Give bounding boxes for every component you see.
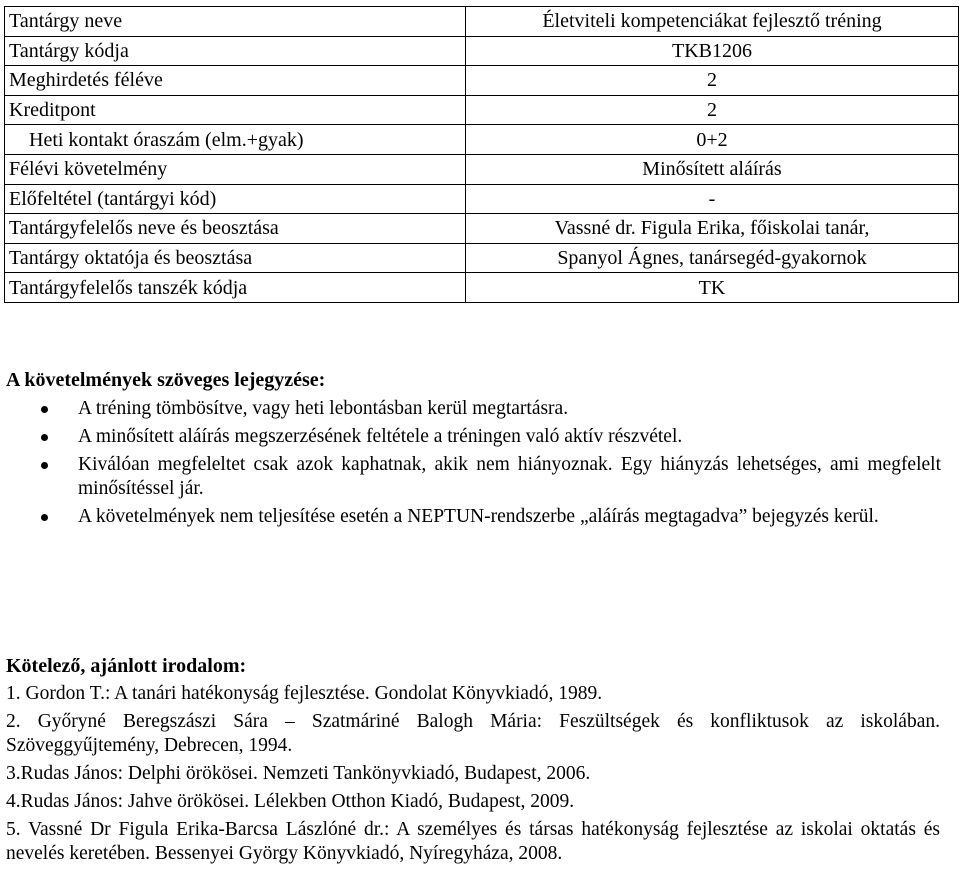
bullet-icon	[41, 462, 48, 469]
requirements-list	[6, 397, 941, 529]
row-value: Vassné dr. Figula Erika, főiskolai tanár,	[466, 214, 959, 244]
table-row	[5, 214, 959, 244]
row-label: Tantárgy oktatója és beosztása	[5, 243, 466, 273]
literature-section	[6, 654, 940, 870]
row-value: Életviteli kompetenciákat fejlesztő tréning	[466, 7, 959, 37]
row-label: Heti kontakt óraszám (elm.+gyak)	[5, 125, 466, 155]
bullet-icon	[41, 406, 48, 413]
table-row	[5, 66, 959, 96]
row-value: TK	[466, 273, 959, 303]
table-row	[5, 154, 959, 184]
table-row	[5, 243, 959, 273]
table-row	[5, 125, 959, 155]
list-item-text: Kiválóan megfeleltet csak azok kaphatnak, akik nem hiányoznak. Egy hiányzás lehetséges, ami megfelelt minősítéssel jár.	[78, 454, 941, 499]
row-value: Minősített aláírás	[466, 154, 959, 184]
list-item-text: A tréning tömbösítve, vagy heti lebontásban kerül megtartásra.	[78, 398, 569, 419]
row-value: Spanyol Ágnes, tanársegéd-gyakornok	[466, 243, 959, 273]
row-value: 2	[466, 66, 959, 96]
table-row	[5, 95, 959, 125]
literature-heading: Kötelező, ajánlott irodalom:	[6, 655, 247, 677]
course-info-table	[4, 6, 959, 303]
table-row	[5, 7, 959, 37]
list-item	[6, 453, 941, 501]
literature-item: 3.Rudas János: Delphi örökösei. Nemzeti Tankönyvkiadó, Budapest, 2006.	[6, 763, 591, 784]
row-value: TKB1206	[466, 36, 959, 66]
requirements-section	[6, 368, 941, 533]
literature-item: 5. Vassné Dr Figula Erika-Barcsa Lászlóné dr.: A személyes és társas hatékonyság fejlesztése az iskolai oktatás és nevelés keretében. Bessenyei György Könyvkiadó, Nyíregyháza, 2008.	[6, 819, 940, 864]
bullet-icon	[41, 514, 48, 521]
row-value: 0+2	[466, 125, 959, 155]
table-row	[5, 184, 959, 214]
row-label: Előfeltétel (tantárgyi kód)	[5, 184, 466, 214]
literature-item: 1. Gordon T.: A tanári hatékonyság fejlesztése. Gondolat Könyvkiadó, 1989.	[6, 683, 603, 704]
row-label: Tantárgy kódja	[5, 36, 466, 66]
list-item	[6, 425, 941, 449]
row-label: Tantárgyfelelős neve és beosztása	[5, 214, 466, 244]
row-label: Meghirdetés féléve	[5, 66, 466, 96]
literature-item: 2. Győryné Beregszászi Sára – Szatmáriné Balogh Mária: Feszültségek és konfliktusok az iskolában. Szöveggyűjtemény, Debrecen, 1994.	[6, 711, 940, 756]
row-label: Tantárgy neve	[5, 7, 466, 37]
bullet-icon	[41, 434, 48, 441]
row-value: 2	[466, 95, 959, 125]
requirements-heading: A követelmények szöveges lejegyzése:	[6, 369, 326, 391]
list-item-text: A követelmények nem teljesítése esetén a NEPTUN-rendszerbe „aláírás megtagadva” bejegyzés kerül.	[78, 506, 879, 527]
list-item	[6, 397, 941, 421]
table-row	[5, 36, 959, 66]
row-value: -	[466, 184, 959, 214]
literature-item: 4.Rudas János: Jahve örökösei. Lélekben Otthon Kiadó, Budapest, 2009.	[6, 791, 575, 812]
row-label: Tantárgyfelelős tanszék kódja	[5, 273, 466, 303]
table-row	[5, 273, 959, 303]
row-label: Kreditpont	[5, 95, 466, 125]
row-label: Félévi követelmény	[5, 154, 466, 184]
list-item	[6, 505, 941, 529]
list-item-text: A minősített aláírás megszerzésének feltétele a tréningen való aktív részvétel.	[78, 426, 683, 447]
